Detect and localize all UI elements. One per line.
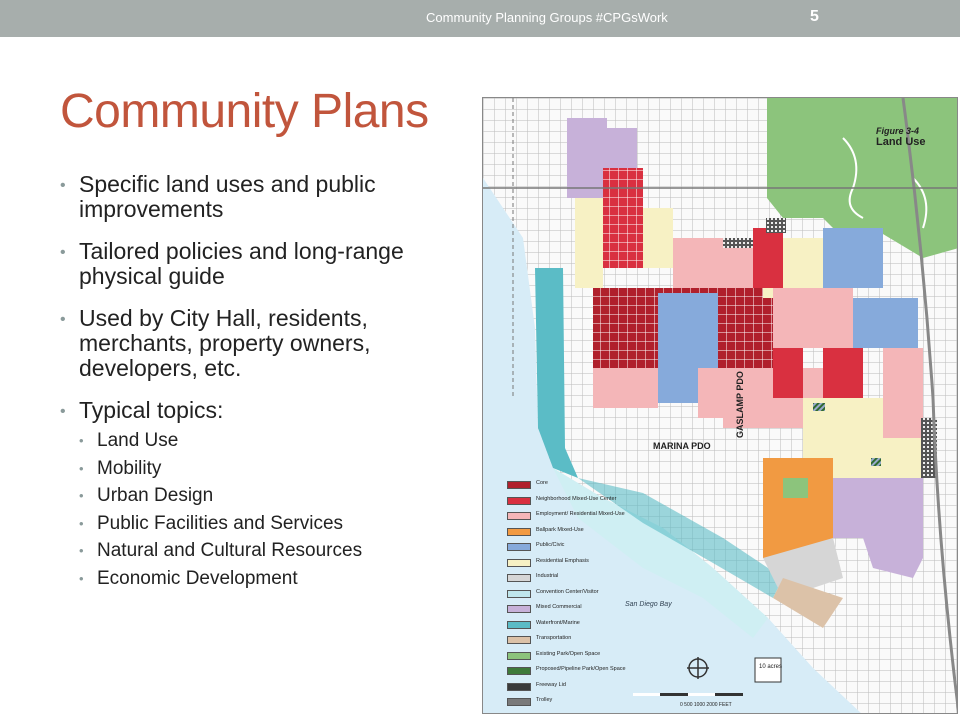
sub-bullet-dot-icon: •	[79, 515, 84, 531]
bullet-item	[60, 306, 470, 381]
scale-label: 0 500 1000 2000 FEET	[680, 702, 732, 708]
map-legend	[507, 479, 657, 712]
sub-bullet-dot-icon: •	[79, 460, 84, 476]
legend-swatch	[507, 543, 531, 551]
bullet-text: Used by City Hall, residents, merchants, property owners, developers, etc.	[79, 305, 371, 381]
legend-label: Transportation	[536, 635, 572, 641]
legend-item	[507, 696, 657, 712]
legend-label: Mixed Commercial	[536, 604, 582, 610]
sub-bullet-text: Land Use	[97, 430, 179, 451]
legend-item	[507, 588, 657, 604]
slide-title: Community Plans	[60, 85, 429, 138]
legend-item	[507, 572, 657, 588]
sub-bullet-text: Public Facilities and Services	[97, 512, 344, 534]
legend-swatch	[507, 512, 531, 520]
legend-item	[507, 619, 657, 635]
sub-bullet-text: Mobility	[97, 457, 162, 479]
bay-label: San Diego Bay	[625, 601, 672, 608]
legend-label: Ballpark Mixed-Use	[536, 526, 584, 533]
bullet-dot-icon: •	[60, 244, 66, 261]
bullet-dot-icon: •	[60, 311, 66, 328]
slide-number: 5	[810, 8, 819, 25]
figure-title: Figure 3-4	[876, 126, 920, 136]
legend-item	[507, 665, 657, 681]
bullet-text: Typical topics:	[79, 397, 224, 423]
legend-swatch	[507, 481, 531, 489]
marina-label: MARINA PDO	[653, 441, 711, 451]
legend-swatch	[507, 667, 531, 675]
bullet-text: Specific land uses and public improvements	[79, 171, 376, 222]
sub-bullet-dot-icon: •	[79, 543, 84, 558]
legend-swatch	[507, 574, 531, 582]
legend-swatch	[507, 683, 531, 691]
legend-swatch	[507, 605, 531, 613]
legend-item	[507, 495, 657, 511]
sub-bullet-text: Natural and Cultural Resources	[97, 540, 363, 561]
bullet-dot-icon: •	[60, 403, 66, 420]
legend-swatch	[507, 559, 531, 567]
land-use-map	[482, 97, 958, 714]
legend-label: Freeway Lid	[536, 681, 566, 688]
legend-label: Public/Civic	[536, 542, 565, 548]
legend-swatch	[507, 698, 531, 706]
header-bar	[0, 0, 960, 37]
legend-item	[507, 479, 657, 495]
legend-label: Proposed/Pipeline Park/Open Space	[536, 666, 626, 672]
legend-label: Existing Park/Open Space	[536, 650, 601, 657]
bullet-item	[60, 398, 470, 590]
legend-label: Core	[536, 480, 548, 486]
sub-bullet-item	[79, 568, 470, 590]
legend-swatch	[507, 636, 531, 644]
legend-item	[507, 634, 657, 650]
sub-bullet-dot-icon: •	[79, 433, 84, 448]
legend-label: Convention Center/Visitor	[536, 588, 599, 595]
legend-label: Residential Emphasis	[536, 557, 589, 564]
legend-item	[507, 510, 657, 526]
legend-label: Trolley	[536, 697, 553, 703]
gaslamp-label: GASLAMP PDO	[735, 371, 745, 438]
bullet-dot-icon: •	[60, 177, 66, 194]
acres-label: 10 acres	[759, 664, 783, 670]
legend-swatch	[507, 497, 531, 505]
legend-swatch	[507, 652, 531, 660]
bullet-text: Tailored policies and long-range physical guide	[79, 238, 404, 289]
legend-item	[507, 603, 657, 619]
bullet-item	[60, 239, 470, 289]
legend-swatch	[507, 528, 531, 536]
legend-label: Waterfront/Marine	[536, 619, 580, 626]
legend-item	[507, 557, 657, 573]
header-text: Community Planning Groups #CPGsWork	[426, 10, 668, 25]
legend-swatch	[507, 621, 531, 629]
figure-subtitle: Land Use	[876, 136, 926, 148]
legend-label: Neighborhood Mixed-Use Center	[536, 495, 617, 502]
sub-bullet-item	[79, 458, 470, 480]
sub-bullet-text: Economic Development	[97, 567, 298, 589]
sub-bullet-item	[79, 513, 470, 535]
sub-bullet-item	[79, 485, 470, 507]
sub-bullet-dot-icon: •	[79, 570, 84, 586]
bullet-list	[60, 172, 470, 607]
bullet-item	[60, 172, 470, 222]
legend-swatch	[507, 590, 531, 598]
legend-item	[507, 650, 657, 666]
sub-bullet-text: Urban Design	[97, 485, 214, 506]
legend-label: Employment/ Residential Mixed-Use	[536, 511, 625, 517]
legend-item	[507, 681, 657, 697]
sub-bullet-item	[79, 540, 470, 562]
sub-bullet-dot-icon: •	[79, 488, 84, 503]
legend-label: Industrial	[536, 573, 559, 579]
sub-bullet-list	[79, 430, 470, 590]
sub-bullet-item	[79, 430, 470, 452]
legend-item	[507, 526, 657, 542]
legend-item	[507, 541, 657, 557]
